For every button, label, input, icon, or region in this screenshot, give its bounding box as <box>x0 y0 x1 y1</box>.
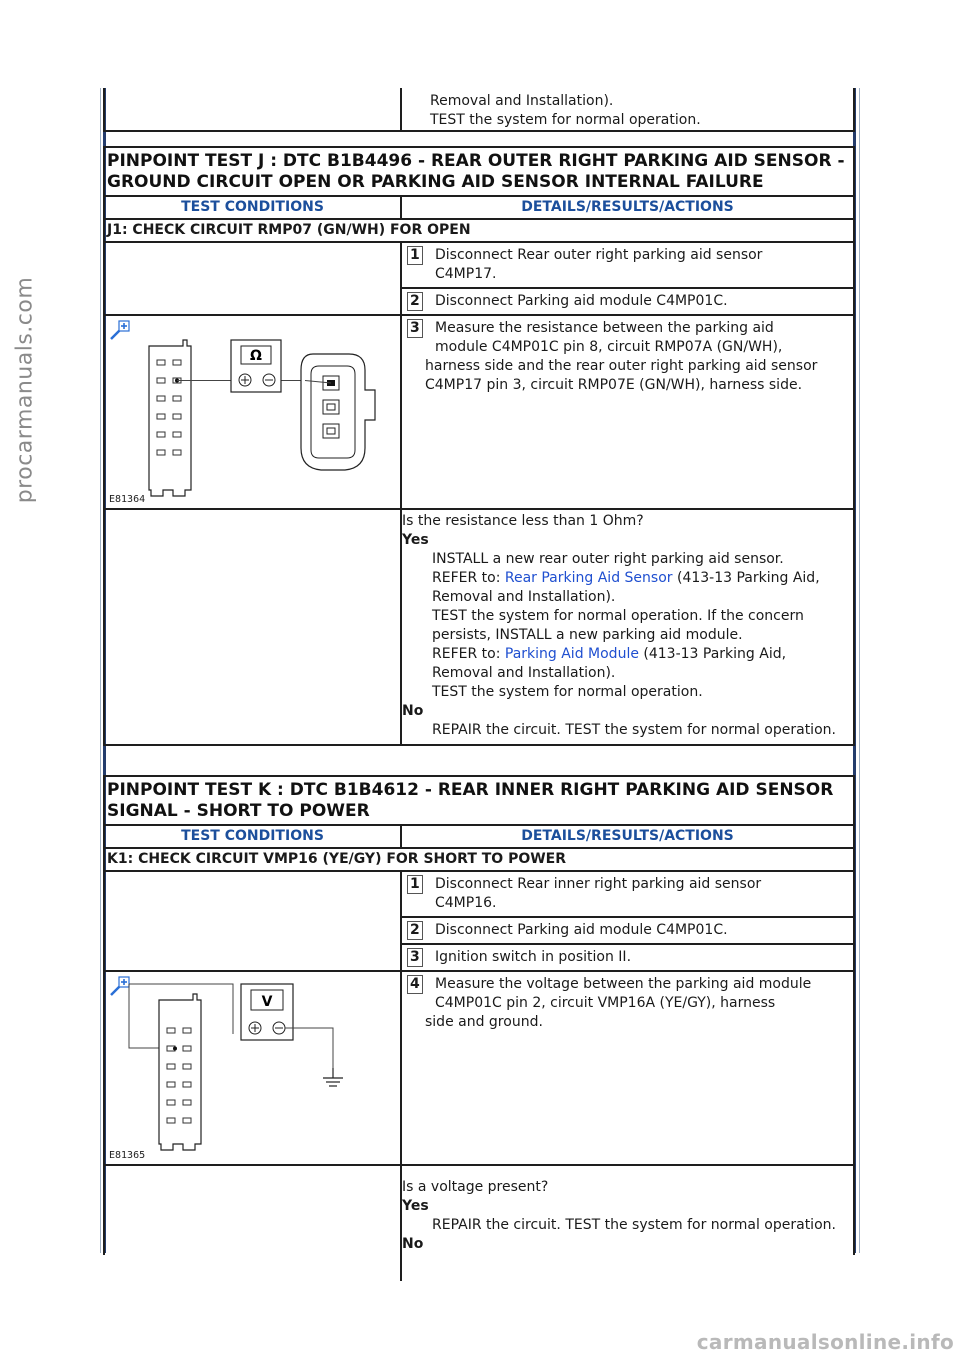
step-text-cont: harness side and the rear outer right parking aid sensor C4MP17 pin 3, circuit RMP07E (GN/WH), harness side. <box>425 358 818 393</box>
col-header-test-conditions: TEST CONDITIONS <box>105 197 402 218</box>
list-item <box>402 945 853 970</box>
step-k1-title: K1: CHECK CIRCUIT VMP16 (YE/GY) FOR SHORT TO POWER <box>105 849 853 872</box>
diagram-cell <box>105 316 402 508</box>
pinpoint-test-j-table <box>103 146 855 746</box>
previous-table-text <box>430 92 701 130</box>
table-row <box>105 972 853 1166</box>
yes-refer-text: REFER to: Rear Parking Aid Sensor (413-13 Parking Aid, Removal and Installation). <box>432 570 820 605</box>
table-row <box>105 243 853 316</box>
test-j-header-row <box>105 197 853 220</box>
details-cell <box>402 243 853 314</box>
no-label: No <box>402 703 424 719</box>
yes-action-text: TEST the system for normal operation. <box>432 684 703 700</box>
details-cell <box>402 316 853 508</box>
col-header-test-conditions: TEST CONDITIONS <box>105 826 402 847</box>
step-number: 2 <box>402 289 429 314</box>
step-number: 3 <box>402 316 429 398</box>
fragment-line-2: TEST the system for normal operation. <box>430 112 701 128</box>
parking-aid-module-link[interactable]: Parking Aid Module <box>504 646 639 662</box>
step-text-cont: C4MP16. <box>435 895 497 911</box>
step-text-cont: side and ground. <box>425 1014 543 1030</box>
wiring-diagram-resistance <box>135 338 395 498</box>
column-divider <box>400 88 402 130</box>
step-text: Disconnect Parking aid module C4MP01C. <box>435 293 728 309</box>
svg-text:V: V <box>261 994 273 1010</box>
image-code: E81364 <box>109 494 146 505</box>
page-margin-line-right-thin <box>859 88 860 1253</box>
no-label: No <box>402 1236 424 1252</box>
table-row <box>105 872 853 972</box>
table-row <box>105 510 853 744</box>
step-text-line2: module C4MP01C pin 8, circuit RMP07A (GN/WH), <box>435 339 783 355</box>
yes-label: Yes <box>402 532 429 548</box>
diagram-cell <box>105 972 402 1164</box>
empty-cell <box>105 1166 402 1281</box>
step-text: Disconnect Rear outer right parking aid sensor <box>435 247 763 263</box>
previous-table-fragment <box>103 88 855 132</box>
ground-symbol-icon <box>323 1068 343 1086</box>
question-text: Is the resistance less than 1 Ohm? <box>402 513 644 529</box>
step-text-line2: C4MP01C pin 2, circuit VMP16A (YE/GY), harness <box>435 995 776 1011</box>
details-cell <box>402 972 853 1164</box>
empty-cell <box>105 510 402 744</box>
step-number: 1 <box>402 872 429 916</box>
step-number: 2 <box>402 918 429 943</box>
image-code: E81365 <box>109 1150 146 1161</box>
no-action-text: REPAIR the circuit. TEST the system for normal operation. <box>432 722 836 738</box>
test-j-title: PINPOINT TEST J : DTC B1B4496 - REAR OUTER RIGHT PARKING AID SENSOR - GROUND CIRCUIT OPEN OR PARKING AID SENSOR INTERNAL FAILURE <box>105 148 853 197</box>
table-row <box>105 316 853 510</box>
rear-parking-aid-sensor-link[interactable]: Rear Parking Aid Sensor <box>504 570 673 586</box>
step-number: 1 <box>402 243 429 287</box>
watermark-bottom: carmanualsonline.info <box>696 1330 954 1354</box>
yes-action-text: INSTALL a new rear outer right parking aid sensor. <box>432 551 784 567</box>
col-header-details: DETAILS/RESULTS/ACTIONS <box>521 828 734 844</box>
results-cell <box>402 1166 853 1281</box>
zoom-in-icon[interactable] <box>108 320 130 342</box>
list-item <box>402 972 853 1035</box>
step-text: Disconnect Parking aid module C4MP01C. <box>435 922 728 938</box>
yes-refer-text: REFER to: Parking Aid Module (413-13 Parking Aid, Removal and Installation). <box>432 646 787 681</box>
col-header-details: DETAILS/RESULTS/ACTIONS <box>521 199 734 215</box>
page-margin-line-left-thin <box>100 88 101 1253</box>
test-conditions-cell <box>105 872 402 970</box>
step-text: Disconnect Rear inner right parking aid sensor <box>435 876 762 892</box>
step-text: Measure the voltage between the parking aid module <box>435 976 812 992</box>
yes-action-text: REPAIR the circuit. TEST the system for normal operation. <box>432 1217 836 1233</box>
step-number: 4 <box>402 972 429 1035</box>
step-j1-title: J1: CHECK CIRCUIT RMP07 (GN/WH) FOR OPEN <box>105 220 853 243</box>
list-item <box>402 316 853 398</box>
test-k-title: PINPOINT TEST K : DTC B1B4612 - REAR INNER RIGHT PARKING AID SENSOR SIGNAL - SHORT TO POWER <box>105 777 853 826</box>
list-item <box>402 289 853 314</box>
step-number: 3 <box>402 945 429 970</box>
step-text-cont: C4MP17. <box>435 266 497 282</box>
test-conditions-cell <box>105 243 402 314</box>
question-text: Is a voltage present? <box>402 1179 549 1195</box>
step-text: Ignition switch in position II. <box>435 949 632 965</box>
list-item <box>402 918 853 945</box>
step-text: Measure the resistance between the parking aid <box>435 320 774 336</box>
yes-action-text: TEST the system for normal operation. If the concern persists, INSTALL a new parking aid module. <box>432 608 804 643</box>
test-k-header-row <box>105 826 853 849</box>
wiring-diagram-voltage <box>123 982 383 1154</box>
yes-label: Yes <box>402 1198 429 1214</box>
pinpoint-test-k-table <box>103 775 855 1255</box>
watermark-left-text: procarmanuals.com <box>12 276 38 504</box>
list-item <box>402 243 853 289</box>
fragment-line-1: Removal and Installation). <box>430 93 614 109</box>
details-cell <box>402 872 853 970</box>
watermark-left <box>8 0 42 780</box>
table-row <box>105 1166 853 1281</box>
svg-text:Ω: Ω <box>250 348 262 364</box>
list-item <box>402 872 853 918</box>
results-cell <box>402 510 853 744</box>
